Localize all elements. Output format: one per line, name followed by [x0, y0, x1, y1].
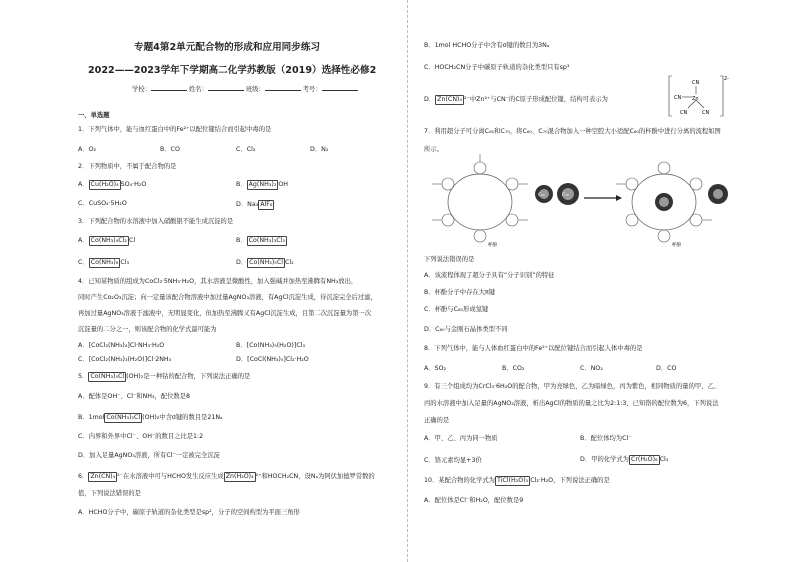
name-label: 姓名： — [188, 86, 208, 93]
q7-option-d: D．C₆₀与金刚石晶体类型不同 — [424, 326, 508, 333]
school-blank[interactable] — [151, 84, 187, 91]
q8-stem: 8．下列气体中，能与人体血红蛋白中的Fe²⁺以配位键结合而引起人体中毒的是 — [424, 345, 643, 352]
q7-option-b: B．杯酚分子中存在大π键 — [424, 289, 496, 296]
q3-option-d: D． Co(NH₃)₅Cl Cl₂ — [236, 259, 294, 266]
q7-option-c: C．杯酚与C₆₀形成氢键 — [424, 306, 489, 313]
q3-option-a: A． Co(NH₃)₄Cl₂ Cl — [78, 237, 136, 244]
q7-option-a: A．该流程体现了超分子具有“分子识别”的特征 — [424, 272, 555, 279]
left-column — [78, 0, 382, 562]
c60-label: C₆₀ — [538, 193, 545, 198]
q6-option-c: C．HOCH₂CN分子中碳原子轨道的杂化类型只有sp³ — [424, 64, 570, 71]
q3-option-b: B． Co(NH₃)₃Cl₃ — [236, 237, 285, 244]
q7-question: 下列说法错误的是 — [424, 256, 475, 263]
q9-option-d: D．甲的化学式为 Cr(H₂O)₆ Cl₃ — [580, 456, 669, 463]
q2-stem: 2．下列物质中，不属于配合物的是 — [78, 163, 177, 170]
ligand-left: CN — [674, 95, 682, 101]
q7-line-1: 7．利用超分子可分离C₆₀和C₇₀，将C₆₀、C₇₀混合物加入一种空腔大小适配C₆₀的杯酚中进行分离的流程如图 — [424, 128, 721, 135]
q4-line-3: 再加过量AgNO₃溶液于滤液中，无明显变化，但加热至沸腾又有AgCl沉淀生成，且第二次沉淀量为第一次 — [78, 310, 372, 317]
q4-option-d: D．[CoCl(NH₃)₅]Cl₂·H₂O — [236, 356, 309, 363]
calixarene-right-label: 杯酚 — [672, 243, 681, 248]
q5-option-b: B．1mol Co(NH₃)₅Cl (OH)₂中含σ键的数目是21Nₐ — [78, 414, 223, 421]
q9-option-a: A．甲、乙、丙为同一物质 — [424, 435, 498, 442]
q8-option-c: C．NO₂ — [580, 365, 603, 372]
q4-line-1: 4．已知某物质的组成为CoCl₃·5NH₃·H₂O，其水溶液呈微酸性，加入强碱并加热至沸腾有NH₃放出， — [78, 278, 358, 285]
q9-line-3: 正确的是 — [424, 417, 450, 424]
class-label: 班级： — [245, 86, 265, 93]
id-label: 考号： — [302, 86, 322, 93]
column-divider — [407, 0, 408, 562]
complex-charge: 2- — [724, 76, 729, 82]
q1-option-b: B．CO — [160, 146, 180, 153]
q2-option-a: A． Cu(H₂O)₄ SO₄·H₂O — [78, 181, 147, 188]
ligand-bottom-left: CN — [680, 110, 688, 116]
page-subtitle: 2022——2023学年下学期高二化学苏教版（2019）选择性必修2 — [88, 65, 377, 76]
q4-line-2: 同时产生Co₂O₃沉淀；向一定量该配合物溶液中加过量AgNO₃溶液，有AgCl沉淀生成，待沉淀完全后过滤， — [78, 294, 377, 301]
id-blank[interactable] — [322, 84, 358, 91]
q3-stem: 3．下列配合物的水溶液中加入硝酸银不能生成沉淀的是 — [78, 218, 234, 225]
calixarene-left-label: 杯酚 — [488, 243, 497, 248]
q6-option-b: B．1mol HCHO分子中含有σ键的数目为3Nₐ — [424, 42, 550, 49]
zinc-cyanide-structure — [668, 72, 730, 122]
ligand-top: CN — [692, 80, 700, 86]
zinc-center: Zn — [692, 96, 699, 102]
q3-option-c: C． Co(NH₃)₆ Cl₃ — [78, 259, 130, 266]
calixarene-right — [616, 162, 712, 248]
ligand-bottom-right: CN — [702, 110, 710, 116]
q6-option-d: D． Zn(CN)₄ ²⁻中Zn²⁺与CN⁻的C原子形成配位键，结构可表示为 — [424, 96, 608, 103]
q8-option-b: B．CO₂ — [502, 365, 525, 372]
section-heading: 一、单选题 — [78, 112, 110, 119]
name-blank[interactable] — [208, 84, 244, 91]
q10-stem: 10．某配合物的化学式为 TiCl(H₂O)₅ Cl₂·H₂O，下列说法正确的是 — [424, 477, 610, 484]
q9-option-b: B．配位体均为Cl⁻ — [580, 435, 632, 442]
q9-line-1: 9．有三个组成均为CrCl₃·6H₂O的配合物，甲为亮绿色，乙为暗绿色，丙为紫色，相同物质的量的甲、乙、 — [424, 383, 721, 390]
q5-option-a: A．配体是OH⁻、Cl⁻和NH₃，配位数是8 — [78, 393, 191, 400]
right-column — [424, 0, 730, 562]
q5-option-d: D．加入足量AgNO₃溶液，所有Cl⁻一定被完全沉淀 — [78, 452, 220, 459]
q6-line-1: 6． Zn(CN)₄ ²⁻在水溶液中可与HCHO发生反应生成 Zn(H₂O)₄ ²⁺和HOCH₂CN，设Nₐ为阿伏加德罗常数的 — [78, 473, 375, 480]
q7-line-2: 所示。 — [424, 146, 443, 153]
q9-line-2: 丙的水溶液中加入足量的AgNO₃溶液，析出AgCl的物质的量之比为2:1:3，已知铬的配位数为6，下列说法 — [424, 400, 719, 407]
calixarene-left — [432, 154, 528, 248]
q4-option-c: C．[CoCl₂(NH₃)₃(H₂O)]Cl·2NH₃ — [78, 356, 172, 363]
school-label: 学校： — [132, 86, 151, 93]
q1-option-c: C．Cl₂ — [236, 146, 256, 153]
q2-option-c: C．CuSO₄·5H₂O — [78, 200, 127, 207]
q5-option-c: C．内界和外界中Cl⁻、OH⁻的数目之比是1:2 — [78, 433, 204, 440]
q5-stem: 5． Co(NH₃)₅Cl (OH)₂是一种钴的配合物，下列说法正确的是 — [78, 373, 251, 380]
q2-option-d: D．Na₃ AlF₆ — [236, 201, 273, 208]
q4-option-a: A．[CoCl₂(NH₃)₄]Cl·NH₃·H₂O — [78, 342, 165, 349]
q4-line-4: 沉淀量的二分之一，则该配合物的化学式最可能为 — [78, 326, 217, 333]
c70-label: C₇₀ — [562, 193, 569, 198]
q6-line-2: 值，下列说法错误的是 — [78, 490, 141, 497]
q2-option-b: B． Ag(NH₃)₂ OH — [236, 181, 289, 188]
q10-option-a: A．配位体是Cl⁻和H₂O，配位数是9 — [424, 497, 524, 504]
q1-option-a: A．O₂ — [78, 146, 97, 153]
q9-option-c: C．铬元素均显+3价 — [424, 457, 482, 464]
q1-option-d: D．N₂ — [310, 146, 329, 153]
q1-stem: 1．下列气体中，能与血红蛋白中的Fe²⁺以配位键结合而引起中毒的是 — [78, 126, 272, 133]
q8-option-d: D．CO — [656, 365, 677, 372]
q4-option-b: B．[Co(NH₃)₅(H₂O)]Cl₃ — [236, 342, 305, 349]
q6-option-a: A．HCHO分子中，碳原子轨道的杂化类型是sp²，分子的空间构型为平面三角形 — [78, 509, 300, 516]
page-title: 专题4第2单元配合物的形成和应用同步练习 — [134, 42, 321, 53]
q8-option-a: A．SO₂ — [424, 365, 447, 372]
class-blank[interactable] — [265, 84, 301, 91]
calixarene-separation-figure — [432, 154, 728, 250]
student-info-row — [132, 84, 358, 94]
